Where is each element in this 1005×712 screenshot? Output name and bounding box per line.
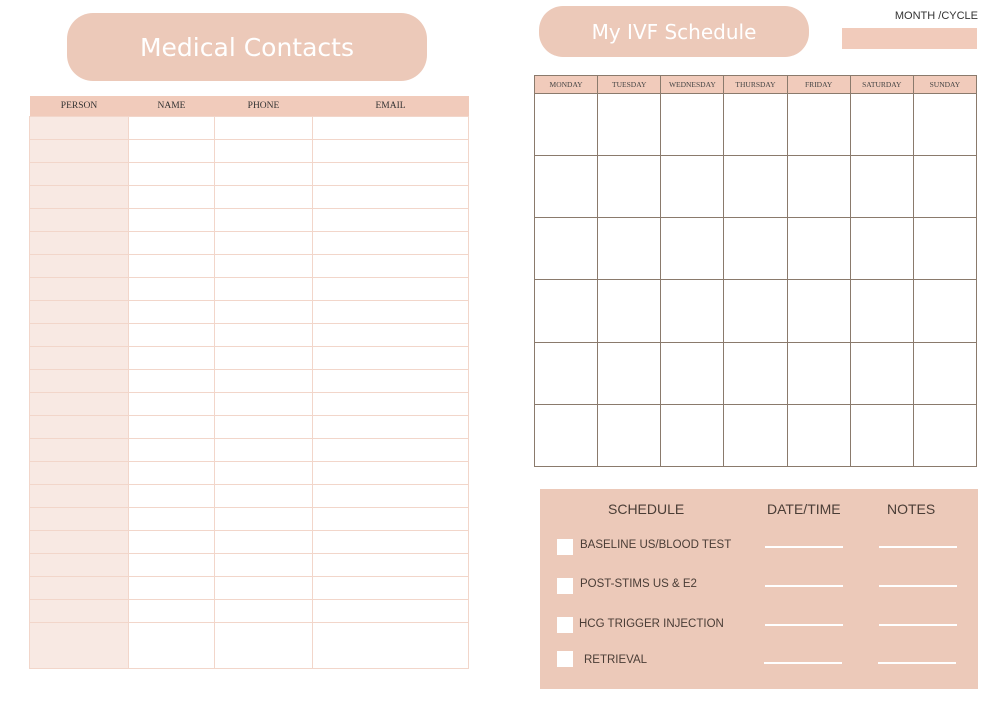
datetime-line-retrieval[interactable] [764,662,842,664]
email-cell[interactable] [313,163,469,186]
calendar-week [535,404,977,466]
day-header-monday: MONDAY [535,76,598,94]
notes-line-post-stims[interactable] [879,585,957,587]
name-cell[interactable] [129,416,215,439]
calendar-day-cell[interactable] [913,280,976,342]
name-cell[interactable] [129,347,215,370]
calendar-day-cell[interactable] [724,94,787,156]
email-cell[interactable] [313,278,469,301]
phone-cell[interactable] [215,347,313,370]
ivf-schedule-title-text: My IVF Schedule [591,19,757,44]
person-cell[interactable] [30,324,129,347]
phone-cell[interactable] [215,623,313,669]
phone-cell[interactable] [215,140,313,163]
person-cell[interactable] [30,508,129,531]
calendar-day-cell[interactable] [850,94,913,156]
table-row [30,370,469,393]
person-cell[interactable] [30,209,129,232]
email-cell[interactable] [313,462,469,485]
person-cell[interactable] [30,416,129,439]
name-cell[interactable] [129,370,215,393]
calendar-day-cell[interactable] [787,94,850,156]
person-cell[interactable] [30,255,129,278]
calendar-day-cell[interactable] [850,342,913,404]
name-cell[interactable] [129,232,215,255]
name-cell[interactable] [129,255,215,278]
contacts-header-row [30,96,469,117]
person-cell[interactable] [30,485,129,508]
email-cell[interactable] [313,324,469,347]
column-header-name: NAME [129,96,215,117]
phone-cell[interactable] [215,370,313,393]
item-label-post-stims: POST-STIMS US & E2 [580,578,697,590]
email-cell[interactable] [313,623,469,669]
person-cell[interactable] [30,439,129,462]
phone-cell[interactable] [215,232,313,255]
calendar-day-cell[interactable] [598,280,661,342]
name-cell[interactable] [129,577,215,600]
name-cell[interactable] [129,508,215,531]
calendar-grid [534,75,977,467]
table-row [30,140,469,163]
person-cell[interactable] [30,623,129,669]
calendar-day-cell[interactable] [913,342,976,404]
name-cell[interactable] [129,623,215,669]
month-cycle-field[interactable] [842,28,977,49]
datetime-line-hcg-trigger[interactable] [765,624,843,626]
table-row [30,462,469,485]
email-cell[interactable] [313,600,469,623]
calendar-week [535,156,977,218]
table-row [30,531,469,554]
table-row [30,393,469,416]
table-row [30,554,469,577]
item-label-baseline: BASELINE US/BLOOD TEST [580,539,732,551]
name-cell[interactable] [129,163,215,186]
datetime-line-baseline[interactable] [765,546,843,548]
calendar-day-cell[interactable] [535,280,598,342]
calendar-day-cell[interactable] [535,218,598,280]
table-row [30,232,469,255]
person-cell[interactable] [30,370,129,393]
calendar-week [535,280,977,342]
name-cell[interactable] [129,324,215,347]
calendar-day-cell[interactable] [598,94,661,156]
email-cell[interactable] [313,370,469,393]
name-cell[interactable] [129,462,215,485]
email-cell[interactable] [313,117,469,140]
phone-cell[interactable] [215,255,313,278]
column-header-person: PERSON [30,96,129,117]
phone-cell[interactable] [215,324,313,347]
table-row [30,163,469,186]
person-cell[interactable] [30,140,129,163]
calendar-day-cell[interactable] [787,156,850,218]
calendar-day-cell[interactable] [661,218,724,280]
day-header-sunday: SUNDAY [913,76,976,94]
person-cell[interactable] [30,600,129,623]
datetime-header: DATE/TIME [767,501,841,517]
notes-header: NOTES [887,501,936,517]
calendar-day-cell[interactable] [598,218,661,280]
checkbox-hcg-trigger[interactable] [557,617,573,633]
email-cell[interactable] [313,508,469,531]
person-cell[interactable] [30,347,129,370]
table-row [30,255,469,278]
calendar-week [535,94,977,156]
calendar-day-cell[interactable] [661,280,724,342]
person-cell[interactable] [30,531,129,554]
email-cell[interactable] [313,554,469,577]
table-row [30,600,469,623]
day-header-saturday: SATURDAY [850,76,913,94]
person-cell[interactable] [30,554,129,577]
phone-cell[interactable] [215,163,313,186]
person-cell[interactable] [30,186,129,209]
email-cell[interactable] [313,393,469,416]
calendar-day-cell[interactable] [724,156,787,218]
person-cell[interactable] [30,278,129,301]
phone-cell[interactable] [215,393,313,416]
table-row [30,324,469,347]
calendar-day-cell[interactable] [850,218,913,280]
table-row [30,186,469,209]
column-header-phone: PHONE [215,96,313,117]
email-cell[interactable] [313,485,469,508]
phone-cell[interactable] [215,554,313,577]
name-cell[interactable] [129,209,215,232]
datetime-line-post-stims[interactable] [765,585,843,587]
phone-cell[interactable] [215,508,313,531]
calendar-day-cell[interactable] [850,280,913,342]
calendar-day-cell[interactable] [913,156,976,218]
checkbox-retrieval[interactable] [557,651,573,667]
name-cell[interactable] [129,600,215,623]
email-cell[interactable] [313,577,469,600]
name-cell[interactable] [129,278,215,301]
name-cell[interactable] [129,186,215,209]
table-row [30,416,469,439]
day-header-wednesday: WEDNESDAY [661,76,724,94]
email-cell[interactable] [313,232,469,255]
name-cell[interactable] [129,439,215,462]
email-cell[interactable] [313,531,469,554]
phone-cell[interactable] [215,600,313,623]
item-label-hcg-trigger: HCG TRIGGER INJECTION [579,618,724,630]
phone-cell[interactable] [215,278,313,301]
calendar-day-cell[interactable] [535,342,598,404]
table-row [30,117,469,140]
table-row [30,577,469,600]
notes-line-hcg-trigger[interactable] [879,624,957,626]
calendar-day-cell[interactable] [850,404,913,466]
calendar-day-cell[interactable] [787,218,850,280]
calendar-day-cell[interactable] [724,404,787,466]
phone-cell[interactable] [215,462,313,485]
calendar-day-cell[interactable] [598,404,661,466]
notes-line-retrieval[interactable] [878,662,956,664]
notes-line-baseline[interactable] [879,546,957,548]
calendar-day-cell[interactable] [535,94,598,156]
name-cell[interactable] [129,554,215,577]
ivf-schedule-title [539,6,809,57]
schedule-panel [540,489,978,689]
person-cell[interactable] [30,301,129,324]
person-cell[interactable] [30,117,129,140]
calendar-day-cell[interactable] [724,218,787,280]
table-row [30,278,469,301]
person-cell[interactable] [30,393,129,416]
email-cell[interactable] [313,439,469,462]
phone-cell[interactable] [215,577,313,600]
name-cell[interactable] [129,531,215,554]
checkbox-baseline[interactable] [557,539,573,555]
person-cell[interactable] [30,462,129,485]
person-cell[interactable] [30,163,129,186]
phone-cell[interactable] [215,117,313,140]
phone-cell[interactable] [215,439,313,462]
phone-cell[interactable] [215,209,313,232]
calendar-week [535,218,977,280]
phone-cell[interactable] [215,301,313,324]
calendar-day-cell[interactable] [661,156,724,218]
calendar-day-cell[interactable] [661,94,724,156]
calendar-day-cell[interactable] [850,156,913,218]
day-header-tuesday: TUESDAY [598,76,661,94]
medical-contacts-table [29,96,469,669]
email-cell[interactable] [313,140,469,163]
phone-cell[interactable] [215,485,313,508]
email-cell[interactable] [313,209,469,232]
email-cell[interactable] [313,416,469,439]
person-cell[interactable] [30,232,129,255]
calendar-day-cell[interactable] [913,218,976,280]
name-cell[interactable] [129,117,215,140]
medical-contacts-title-text: Medical Contacts [139,32,354,62]
calendar-header-row [535,76,977,94]
checkbox-post-stims[interactable] [557,578,573,594]
table-row [30,209,469,232]
name-cell[interactable] [129,301,215,324]
calendar-day-cell[interactable] [661,342,724,404]
table-row [30,439,469,462]
phone-cell[interactable] [215,531,313,554]
calendar-day-cell[interactable] [535,156,598,218]
day-header-friday: FRIDAY [787,76,850,94]
email-cell[interactable] [313,301,469,324]
person-cell[interactable] [30,577,129,600]
table-row [30,508,469,531]
calendar-day-cell[interactable] [913,94,976,156]
calendar-day-cell[interactable] [535,404,598,466]
calendar-day-cell[interactable] [598,156,661,218]
calendar-day-cell[interactable] [724,342,787,404]
phone-cell[interactable] [215,416,313,439]
day-header-thursday: THURSDAY [724,76,787,94]
email-cell[interactable] [313,347,469,370]
calendar-day-cell[interactable] [787,342,850,404]
name-cell[interactable] [129,393,215,416]
calendar-week [535,342,977,404]
month-cycle-label: MONTH /CYCLE [894,10,978,22]
calendar-day-cell[interactable] [661,404,724,466]
name-cell[interactable] [129,140,215,163]
calendar-day-cell[interactable] [598,342,661,404]
table-row [30,485,469,508]
email-cell[interactable] [313,255,469,278]
name-cell[interactable] [129,485,215,508]
email-cell[interactable] [313,186,469,209]
calendar-day-cell[interactable] [913,404,976,466]
calendar-day-cell[interactable] [787,404,850,466]
column-header-email: EMAIL [313,96,469,117]
phone-cell[interactable] [215,186,313,209]
item-label-retrieval: RETRIEVAL [584,654,648,666]
table-row [30,301,469,324]
calendar-day-cell[interactable] [787,280,850,342]
schedule-header: SCHEDULE [608,501,685,517]
calendar-day-cell[interactable] [724,280,787,342]
medical-contacts-title [67,13,427,81]
table-row [30,623,469,669]
table-row [30,347,469,370]
